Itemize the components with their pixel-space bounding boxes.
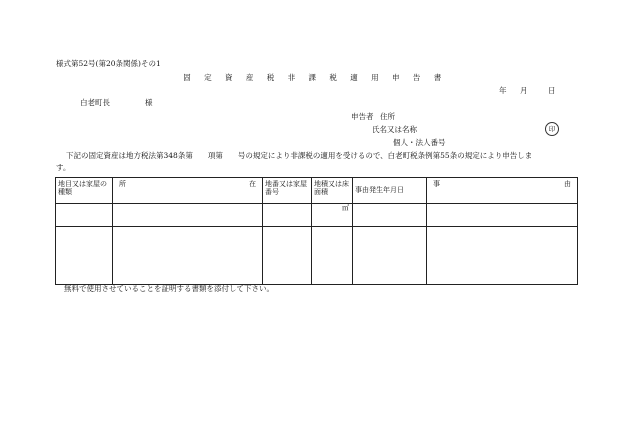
cell-lot-number[interactable] xyxy=(263,227,312,285)
header-location-b: 在 xyxy=(249,180,256,188)
cell-area[interactable] xyxy=(312,227,353,285)
header-reason-a: 事 xyxy=(433,180,440,188)
asset-table xyxy=(55,177,578,285)
cell-event-date[interactable] xyxy=(353,227,427,285)
cell-reason[interactable] xyxy=(427,204,578,227)
corporate-number-label: 個人・法人番号 xyxy=(393,138,446,147)
honorific: 様 xyxy=(145,98,153,107)
seal-mark: 印 xyxy=(545,122,559,136)
cell-location[interactable] xyxy=(113,204,263,227)
header-land-type: 地目又は家屋の種類 xyxy=(56,178,113,204)
applicant-label: 申告者 xyxy=(351,112,374,121)
header-event-date: 事由発生年月日 xyxy=(353,178,427,204)
cell-area[interactable] xyxy=(312,204,353,227)
area-unit: ㎡ xyxy=(342,204,349,212)
header-location-a: 所 xyxy=(119,180,126,188)
table-header-row xyxy=(56,178,578,204)
header-area: 地積又は床面積 xyxy=(312,178,353,204)
form-number: 様式第52号(第20条関係)その1 xyxy=(56,59,161,68)
date-year: 年 xyxy=(499,86,507,95)
cell-location[interactable] xyxy=(113,227,263,285)
header-location xyxy=(113,178,263,204)
cell-reason[interactable] xyxy=(427,227,578,285)
header-lot-number: 地番又は家屋番号 xyxy=(263,178,312,204)
address-label: 住所 xyxy=(380,112,395,121)
document-title: 固 定 資 産 税 非 課 税 適 用 申 告 書 xyxy=(183,73,447,82)
date-month: 月 xyxy=(520,86,528,95)
header-reason xyxy=(427,178,578,204)
cell-lot-number[interactable] xyxy=(263,204,312,227)
declaration-text-line2: す。 xyxy=(56,163,71,172)
header-reason-b: 由 xyxy=(564,180,571,188)
cell-land-type[interactable] xyxy=(56,227,113,285)
attachment-note: 無料で使用させていることを証明する書類を添付して下さい。 xyxy=(64,284,274,293)
table-row xyxy=(56,204,578,227)
declaration-text-line1: 下記の固定資産は地方税法第348条第 項第 号の規定により非課税の適用を受けるので、白老町税条例第55条の規定により申告しま xyxy=(66,151,533,160)
name-label: 氏名又は名称 xyxy=(372,125,417,134)
addressee: 白老町長 xyxy=(80,98,110,107)
table-row xyxy=(56,227,578,285)
date-day: 日 xyxy=(548,86,556,95)
cell-event-date[interactable] xyxy=(353,204,427,227)
cell-land-type[interactable] xyxy=(56,204,113,227)
